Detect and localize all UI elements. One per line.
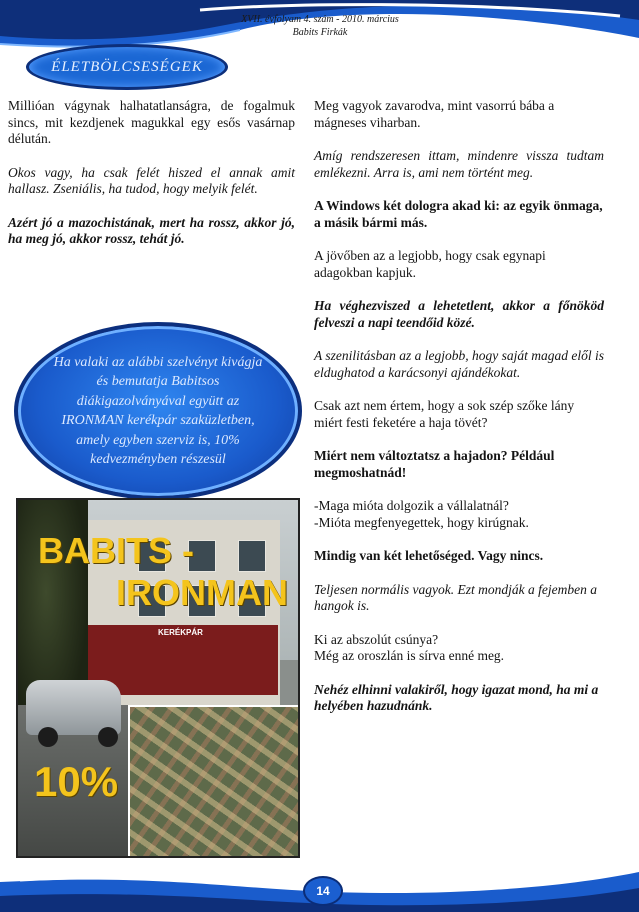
photo-title: [38, 530, 288, 614]
discount-ad-oval: [14, 322, 302, 500]
dialogue-paragraph: [314, 498, 604, 531]
quote-paragraph: Millióan vágynak halhatatlanságra, de fogalmuk sincs, mit kezdjenek magukkal egy esős vasárnap délután.: [8, 98, 295, 146]
quote-paragraph: Miért nem változtatsz a hajadon? Például megmoshatnád!: [314, 448, 555, 480]
quote-paragraph: Ha véghezviszed a lehetetlent, akkor a főnököd felveszi a napi teendőid közé.: [314, 298, 604, 330]
quote-paragraph: Teljesen normális vagyok. Ezt mondják a fejemben a hangok is.: [314, 581, 597, 613]
aerial-map-inset: [128, 705, 300, 858]
ironman-coupon-photo: [16, 498, 300, 858]
photo-title-line1: BABITS -: [38, 530, 194, 571]
right-column: [314, 98, 604, 732]
quote-paragraph: Okos vagy, ha csak felét hiszed el annak amit hallasz. Zseniális, ha tudod, hogy melyik felét.: [8, 164, 295, 196]
section-title: ÉLETBÖLCSESÉGEK: [51, 58, 203, 75]
photo-title-line2: IRONMAN: [116, 572, 288, 613]
quote-paragraph: A szenilitásban az a legjobb, hogy saját magad elől is eldughatod a karácsonyi ajándékokat.: [314, 348, 604, 380]
car-wheel: [98, 727, 118, 747]
riddle-paragraph: [314, 632, 604, 665]
quote-paragraph: Meg vagyok zavarodva, mint vasorrú bába a mágneses viharban.: [314, 98, 555, 130]
section-title-badge: [26, 44, 228, 90]
shop-sign: KERÉKPÁR: [158, 628, 203, 637]
dialogue-line: -Maga mióta dolgozik a vállalatnál?: [314, 498, 509, 513]
quote-paragraph: A jövőben az a legjobb, hogy csak egynapi adagokban kapjuk.: [314, 248, 546, 280]
quote-paragraph: Azért jó a mazochistának, mert ha rossz, akkor jó, ha meg jó, akkor rossz, tehát jó.: [8, 214, 295, 246]
riddle-answer: Még az oroszlán is sírva enné meg.: [314, 648, 505, 663]
quote-paragraph: Amíg rendszeresen ittam, mindenre vissza tudtam emlékezni. Arra is, ami nem történt meg.: [314, 148, 604, 180]
ad-text: Ha valaki az alábbi szelvényt kivágja és bemutatja Babitsos diákigazolványával együtt az IRONMAN kerékpár szaküzletben, amely egyben szerviz is, 10% kedvezményben részesül: [53, 354, 263, 467]
paper-name: Babits Firkák: [292, 27, 348, 38]
issue-info: XVII. évfolyam 4. szám - 2010. március: [241, 14, 399, 25]
dialogue-line: -Mióta megfenyegettek, hogy kirúgnak.: [314, 514, 529, 530]
riddle-question: Ki az abszolút csúnya?: [314, 631, 439, 647]
page-number: 14: [316, 884, 330, 898]
quote-paragraph: Csak azt nem értem, hogy a sok szép szőke lány miért festi feketére a haja tövét?: [314, 398, 575, 430]
quote-paragraph: Mindig van két lehetőséged. Vagy nincs.: [314, 548, 544, 563]
left-column: [8, 98, 295, 265]
car-wheel: [38, 727, 58, 747]
quote-paragraph: A Windows két dologra akad ki: az egyik önmaga, a másik bármi más.: [314, 198, 603, 230]
page-number-badge: [303, 876, 343, 906]
photo-discount: 10%: [34, 758, 119, 805]
quote-paragraph: Nehéz elhinni valakiről, hogy igazat mond, ha mi a helyében hazudnánk.: [314, 681, 599, 713]
